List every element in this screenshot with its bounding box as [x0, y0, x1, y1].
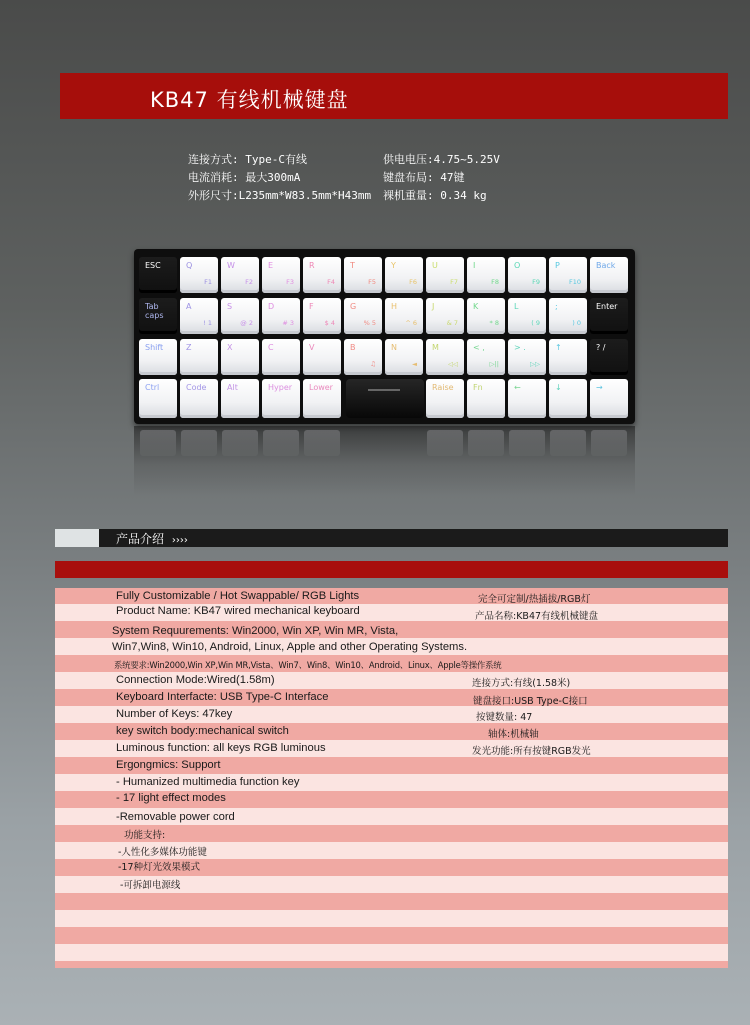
key-n	[385, 339, 423, 375]
key-f	[303, 298, 341, 334]
reflected-key	[468, 430, 504, 456]
key-sublabel: F1	[204, 278, 212, 286]
key-sublabel: & 7	[446, 319, 458, 327]
key-alt	[221, 379, 259, 418]
key-	[549, 298, 587, 334]
key-l	[508, 298, 546, 334]
row-en-interface: Keyboard Interfacte: USB Type-C Interface	[116, 691, 329, 703]
key-	[467, 339, 505, 375]
spec-weight: 裸机重量: 0.34 kg	[383, 189, 487, 202]
key-b	[344, 339, 382, 375]
key-label: O	[514, 261, 521, 270]
row-cn-luminous: 发光功能:所有按键RGB发光	[472, 746, 591, 757]
key-sublabel: F10	[568, 278, 581, 286]
key-e	[262, 257, 300, 293]
key-x	[221, 339, 259, 375]
row-en-switch: key switch body:mechanical switch	[116, 725, 289, 737]
key-m	[426, 339, 464, 375]
key-label: →	[596, 383, 603, 392]
table-row	[55, 910, 728, 927]
key-label: ESC	[145, 261, 161, 270]
key-sublabel: % 5	[363, 319, 376, 327]
key-label: F	[309, 302, 314, 311]
reflected-key	[181, 430, 217, 456]
reflected-key	[222, 430, 258, 456]
spec-layout: 键盘布局: 47键	[383, 171, 465, 184]
row-cn-system-req: 系统要求:Win2000,Win XP,Win MR,Vista、Win7、Win8、Win10、Android、Linux、Apple等操作系统	[114, 660, 502, 670]
key-label: H	[391, 302, 398, 311]
key-back	[590, 257, 628, 293]
key-sublabel: ) 0	[572, 319, 581, 327]
row-cn-switch: 轴体:机械轴	[488, 729, 539, 740]
row-cn-customizable: 完全可定制/热插拔/RGB灯	[478, 594, 591, 605]
key-i	[467, 257, 505, 293]
key-label: ↓	[555, 383, 562, 392]
row-cn-interface: 键盘接口:USB Type-C接口	[473, 696, 588, 707]
spec-current: 电流消耗: 最大300mA	[188, 171, 301, 184]
key-sublabel: F5	[368, 278, 376, 286]
row-cn-light-modes: -17种灯光效果模式	[118, 862, 201, 873]
key-sublabel: ^ 6	[405, 319, 417, 327]
spec-connection: 连接方式: Type-C有线	[188, 153, 307, 166]
key-sublabel: ◄	[412, 360, 417, 368]
table-row	[55, 927, 728, 944]
key-	[590, 379, 628, 418]
key-sublabel: # 3	[282, 319, 294, 327]
key-label: G	[350, 302, 357, 311]
key-sublabel: F8	[491, 278, 499, 286]
row-en-connection: Connection Mode:Wired(1.58m)	[116, 674, 275, 686]
key-ctrl	[139, 379, 177, 418]
table-row	[55, 944, 728, 961]
key-label: Code	[186, 383, 207, 392]
reflected-key	[509, 430, 545, 456]
section-accent	[55, 529, 99, 547]
key-h	[385, 298, 423, 334]
key-esc	[139, 257, 177, 293]
reflected-key	[304, 430, 340, 456]
row-en-multimedia: - Humanized multimedia function key	[116, 776, 300, 788]
key-o	[508, 257, 546, 293]
key-label: J	[432, 302, 435, 311]
key-label: R	[309, 261, 315, 270]
key-label: P	[555, 261, 560, 270]
key-label: Enter	[596, 302, 618, 311]
row-cn-connection: 连接方式:有线(1.58米)	[472, 678, 571, 689]
key-hyper	[262, 379, 300, 418]
section-title-label: 产品介绍	[116, 532, 165, 546]
key-tab-caps	[139, 298, 177, 334]
key-label: Raise	[432, 383, 454, 392]
key-label: Ctrl	[145, 383, 160, 392]
key-label: K	[473, 302, 479, 311]
reflected-key	[140, 430, 176, 456]
key-sublabel: F3	[286, 278, 294, 286]
row-en-power-cord: -Removable power cord	[116, 811, 235, 823]
key-sublabel: @ 2	[240, 319, 253, 327]
key-sublabel: * 8	[489, 319, 499, 327]
key-sublabel: ! 1	[203, 319, 212, 327]
key-label: Alt	[227, 383, 238, 392]
key-label: D	[268, 302, 275, 311]
key-label: V	[309, 343, 315, 352]
key-r	[303, 257, 341, 293]
table-row	[55, 893, 728, 910]
key-sublabel: F2	[245, 278, 253, 286]
key-label: ↑	[555, 343, 562, 352]
key-label: > .	[514, 343, 526, 352]
row-en-ergonomics: Ergongmics: Support	[116, 759, 221, 771]
key-shift	[139, 339, 177, 375]
row-en-product-name: Product Name: KB47 wired mechanical keyboard	[116, 605, 360, 617]
key-sublabel: ▷||	[489, 360, 499, 368]
key-label: Y	[391, 261, 396, 270]
section-bar	[99, 529, 728, 547]
reflected-key	[263, 430, 299, 456]
row-cn-multimedia: -人性化多媒体功能键	[118, 847, 207, 858]
row-en-system-req-2: Win7,Win8, Win10, Android, Linux, Apple and other Operating Systems.	[112, 641, 468, 653]
key-	[549, 339, 587, 375]
key-sublabel: ◁◁	[448, 360, 458, 368]
key-y	[385, 257, 423, 293]
spec-dimensions: 外形尺寸:L235mm*W83.5mm*H43mm	[188, 189, 372, 202]
reflected-key	[427, 430, 463, 456]
key-label: < ,	[473, 343, 485, 352]
key-w	[221, 257, 259, 293]
key-label: Lower	[309, 383, 333, 392]
key-q	[180, 257, 218, 293]
reflected-key	[591, 430, 627, 456]
key-	[508, 379, 546, 418]
key-s	[221, 298, 259, 334]
key-label: M	[432, 343, 439, 352]
key-enter	[590, 298, 628, 334]
key-label: Q	[186, 261, 193, 270]
key-j	[426, 298, 464, 334]
spec-voltage: 供电电压:4.75~5.25V	[383, 153, 500, 166]
key-v	[303, 339, 341, 375]
row-en-system-req-1: System Requurements: Win2000, Win XP, Win MR, Vista,	[112, 625, 399, 637]
row-cn-power-cord: -可拆卸电源线	[120, 880, 181, 891]
key-label: Z	[186, 343, 192, 352]
key-label: Tab caps	[145, 302, 164, 320]
key-label: B	[350, 343, 356, 352]
key-k	[467, 298, 505, 334]
key-label: L	[514, 302, 519, 311]
key-d	[262, 298, 300, 334]
key-fn	[467, 379, 505, 418]
key-label: C	[268, 343, 274, 352]
key-label: N	[391, 343, 397, 352]
key-a	[180, 298, 218, 334]
key-g	[344, 298, 382, 334]
row-en-customizable: Fully Customizable / Hot Swappable/ RGB Lights	[116, 590, 360, 602]
table-row	[55, 961, 728, 968]
red-divider	[55, 561, 728, 578]
key-sublabel: F9	[532, 278, 540, 286]
key-label: Fn	[473, 383, 483, 392]
row-en-keys: Number of Keys: 47key	[116, 708, 233, 720]
key-label: E	[268, 261, 274, 270]
key-sublabel: ♫	[370, 360, 376, 368]
key-label: ? /	[596, 343, 606, 352]
spacebar-key	[346, 379, 424, 418]
key-label: W	[227, 261, 235, 270]
key-	[508, 339, 546, 375]
key-sublabel: F4	[327, 278, 335, 286]
key-sublabel: $ 4	[324, 319, 335, 327]
key-t	[344, 257, 382, 293]
key-c	[262, 339, 300, 375]
key-p	[549, 257, 587, 293]
key-label: Back	[596, 261, 616, 270]
key-label: Hyper	[268, 383, 293, 392]
key-sublabel: F6	[409, 278, 417, 286]
key-sublabel: F7	[450, 278, 458, 286]
section-arrows: ››››	[171, 535, 188, 546]
key-label: S	[227, 302, 233, 311]
key-raise	[426, 379, 464, 418]
section-title	[116, 530, 188, 547]
key-label: X	[227, 343, 233, 352]
key-label: ←	[514, 383, 521, 392]
reflected-key	[550, 430, 586, 456]
key-	[590, 339, 628, 375]
row-cn-keys: 按键数量: 47	[476, 712, 533, 723]
key-label: I	[473, 261, 476, 270]
key-label: Shift	[145, 343, 164, 352]
row-en-light-modes: - 17 light effect modes	[116, 792, 226, 804]
key-label: ;	[555, 302, 558, 311]
key-label: A	[186, 302, 192, 311]
key-label: T	[350, 261, 355, 270]
row-cn-features: 功能支持:	[124, 830, 166, 841]
key-code	[180, 379, 218, 418]
key-u	[426, 257, 464, 293]
key-label: U	[432, 261, 438, 270]
page-title: KB47 有线机械键盘	[150, 88, 349, 112]
key-lower	[303, 379, 341, 418]
key-	[549, 379, 587, 418]
row-cn-product-name: 产品名称:KB47有线机械键盘	[475, 611, 599, 622]
key-z	[180, 339, 218, 375]
row-en-luminous: Luminous function: all keys RGB luminous	[116, 742, 326, 754]
key-sublabel: ▷▷	[530, 360, 540, 368]
key-sublabel: ( 9	[531, 319, 540, 327]
